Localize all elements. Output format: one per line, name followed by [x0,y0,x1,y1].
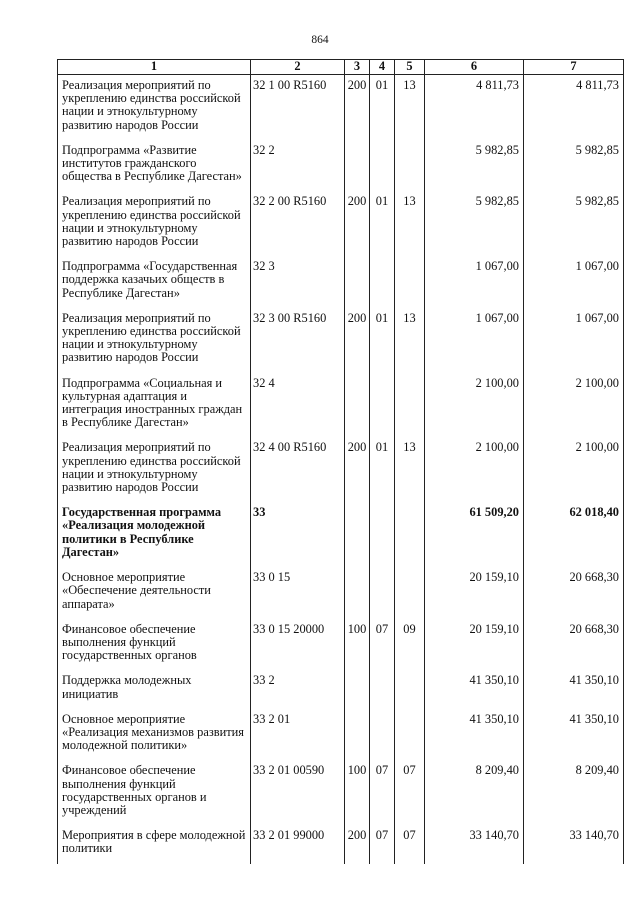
cell-section: 07 [370,619,395,671]
cell-expense-type: 200 [345,191,370,256]
table-row [58,437,624,502]
cell-expense-type [345,140,370,192]
cell-name: Основное мероприятие «Реализация механизмов развития молодежной политики» [58,709,251,761]
cell-amount-7: 2 100,00 [524,437,624,502]
col-header-5: 5 [395,60,425,75]
cell-code: 32 1 00 R5160 [251,75,345,140]
cell-name: Основное мероприятие «Обеспечение деятельности аппарата» [58,567,251,619]
cell-section: 07 [370,760,395,825]
table-row [58,567,624,619]
cell-amount-7: 4 811,73 [524,75,624,140]
cell-code: 33 0 15 [251,567,345,619]
cell-amount-7: 41 350,10 [524,670,624,708]
cell-amount-6: 2 100,00 [425,373,524,438]
table-row [58,140,624,192]
cell-amount-7: 1 067,00 [524,308,624,373]
table-row [58,825,624,863]
cell-section [370,709,395,761]
cell-code: 33 0 15 20000 [251,619,345,671]
cell-subsection: 13 [395,437,425,502]
cell-expense-type: 200 [345,308,370,373]
table-row [58,760,624,825]
cell-name: Подпрограмма «Социальная и культурная адаптация и интеграция иностранных граждан в Республике Дагестан» [58,373,251,438]
cell-amount-6: 4 811,73 [425,75,524,140]
cell-amount-6: 2 100,00 [425,437,524,502]
page-number: 864 [311,34,329,46]
cell-section: 01 [370,308,395,373]
table-row [58,256,624,308]
cell-amount-7: 33 140,70 [524,825,624,863]
cell-section [370,140,395,192]
table-row [58,75,624,140]
cell-section [370,256,395,308]
cell-name: Поддержка молодежных инициатив [58,670,251,708]
cell-section [370,502,395,567]
cell-amount-6: 41 350,10 [425,670,524,708]
cell-amount-7: 41 350,10 [524,709,624,761]
cell-amount-6: 33 140,70 [425,825,524,863]
cell-subsection [395,140,425,192]
cell-expense-type: 200 [345,437,370,502]
cell-code: 32 2 [251,140,345,192]
table-row [58,373,624,438]
cell-amount-6: 5 982,85 [425,191,524,256]
cell-subsection: 07 [395,760,425,825]
cell-section [370,670,395,708]
cell-amount-6: 20 159,10 [425,567,524,619]
cell-subsection [395,709,425,761]
cell-subsection: 13 [395,308,425,373]
cell-subsection [395,256,425,308]
cell-code: 33 2 01 [251,709,345,761]
cell-amount-7: 20 668,30 [524,619,624,671]
cell-expense-type [345,567,370,619]
header-row [58,60,624,75]
col-header-6: 6 [425,60,524,75]
cell-amount-7: 20 668,30 [524,567,624,619]
cell-subsection [395,502,425,567]
cell-section: 01 [370,75,395,140]
cell-name: Финансовое обеспечение выполнения функций государственных органов [58,619,251,671]
cell-name: Финансовое обеспечение выполнения функций государственных органов и учреждений [58,760,251,825]
cell-name: Подпрограмма «Развитие институтов гражданского общества в Республике Дагестан» [58,140,251,192]
cell-code: 33 2 01 00590 [251,760,345,825]
table-row [58,308,624,373]
cell-code: 32 4 [251,373,345,438]
cell-name: Реализация мероприятий по укреплению единства российской нации и этнокультурному развитию народов России [58,75,251,140]
col-header-7: 7 [524,60,624,75]
cell-name: Государственная программа «Реализация молодежной политики в Республике Дагестан» [58,502,251,567]
cell-amount-7: 5 982,85 [524,140,624,192]
cell-expense-type [345,670,370,708]
cell-subsection: 13 [395,75,425,140]
cell-code: 32 3 00 R5160 [251,308,345,373]
cell-subsection [395,373,425,438]
table-row [58,191,624,256]
cell-amount-6: 1 067,00 [425,308,524,373]
col-header-3: 3 [345,60,370,75]
cell-expense-type: 100 [345,760,370,825]
col-header-2: 2 [251,60,345,75]
cell-amount-6: 5 982,85 [425,140,524,192]
cell-amount-7: 62 018,40 [524,502,624,567]
cell-code: 33 2 [251,670,345,708]
cell-expense-type [345,256,370,308]
cell-code: 33 2 01 99000 [251,825,345,863]
budget-table [57,59,624,864]
cell-amount-6: 41 350,10 [425,709,524,761]
table-row [58,709,624,761]
table-row [58,502,624,567]
cell-expense-type [345,709,370,761]
cell-amount-6: 8 209,40 [425,760,524,825]
cell-name: Мероприятия в сфере молодежной политики [58,825,251,863]
cell-amount-6: 1 067,00 [425,256,524,308]
col-header-4: 4 [370,60,395,75]
cell-name: Подпрограмма «Государственная поддержка казачьих обществ в Республике Дагестан» [58,256,251,308]
cell-section: 07 [370,825,395,863]
cell-amount-7: 5 982,85 [524,191,624,256]
cell-subsection: 09 [395,619,425,671]
cell-section [370,373,395,438]
table-body [58,75,624,864]
cell-section: 01 [370,191,395,256]
cell-section [370,567,395,619]
col-header-1: 1 [58,60,251,75]
cell-amount-7: 1 067,00 [524,256,624,308]
cell-amount-6: 61 509,20 [425,502,524,567]
cell-name: Реализация мероприятий по укреплению единства российской нации и этнокультурному развитию народов России [58,308,251,373]
table-row [58,670,624,708]
cell-expense-type: 200 [345,825,370,863]
cell-subsection: 13 [395,191,425,256]
cell-code: 33 [251,502,345,567]
cell-amount-7: 2 100,00 [524,373,624,438]
cell-name: Реализация мероприятий по укреплению единства российской нации и этнокультурному развитию народов России [58,191,251,256]
cell-expense-type: 100 [345,619,370,671]
cell-name: Реализация мероприятий по укреплению единства российской нации и этнокультурному развитию народов России [58,437,251,502]
table-row [58,619,624,671]
cell-code: 32 2 00 R5160 [251,191,345,256]
cell-amount-7: 8 209,40 [524,760,624,825]
cell-subsection: 07 [395,825,425,863]
cell-subsection [395,567,425,619]
cell-code: 32 4 00 R5160 [251,437,345,502]
cell-expense-type: 200 [345,75,370,140]
cell-expense-type [345,373,370,438]
cell-expense-type [345,502,370,567]
cell-code: 32 3 [251,256,345,308]
cell-section: 01 [370,437,395,502]
cell-amount-6: 20 159,10 [425,619,524,671]
cell-subsection [395,670,425,708]
